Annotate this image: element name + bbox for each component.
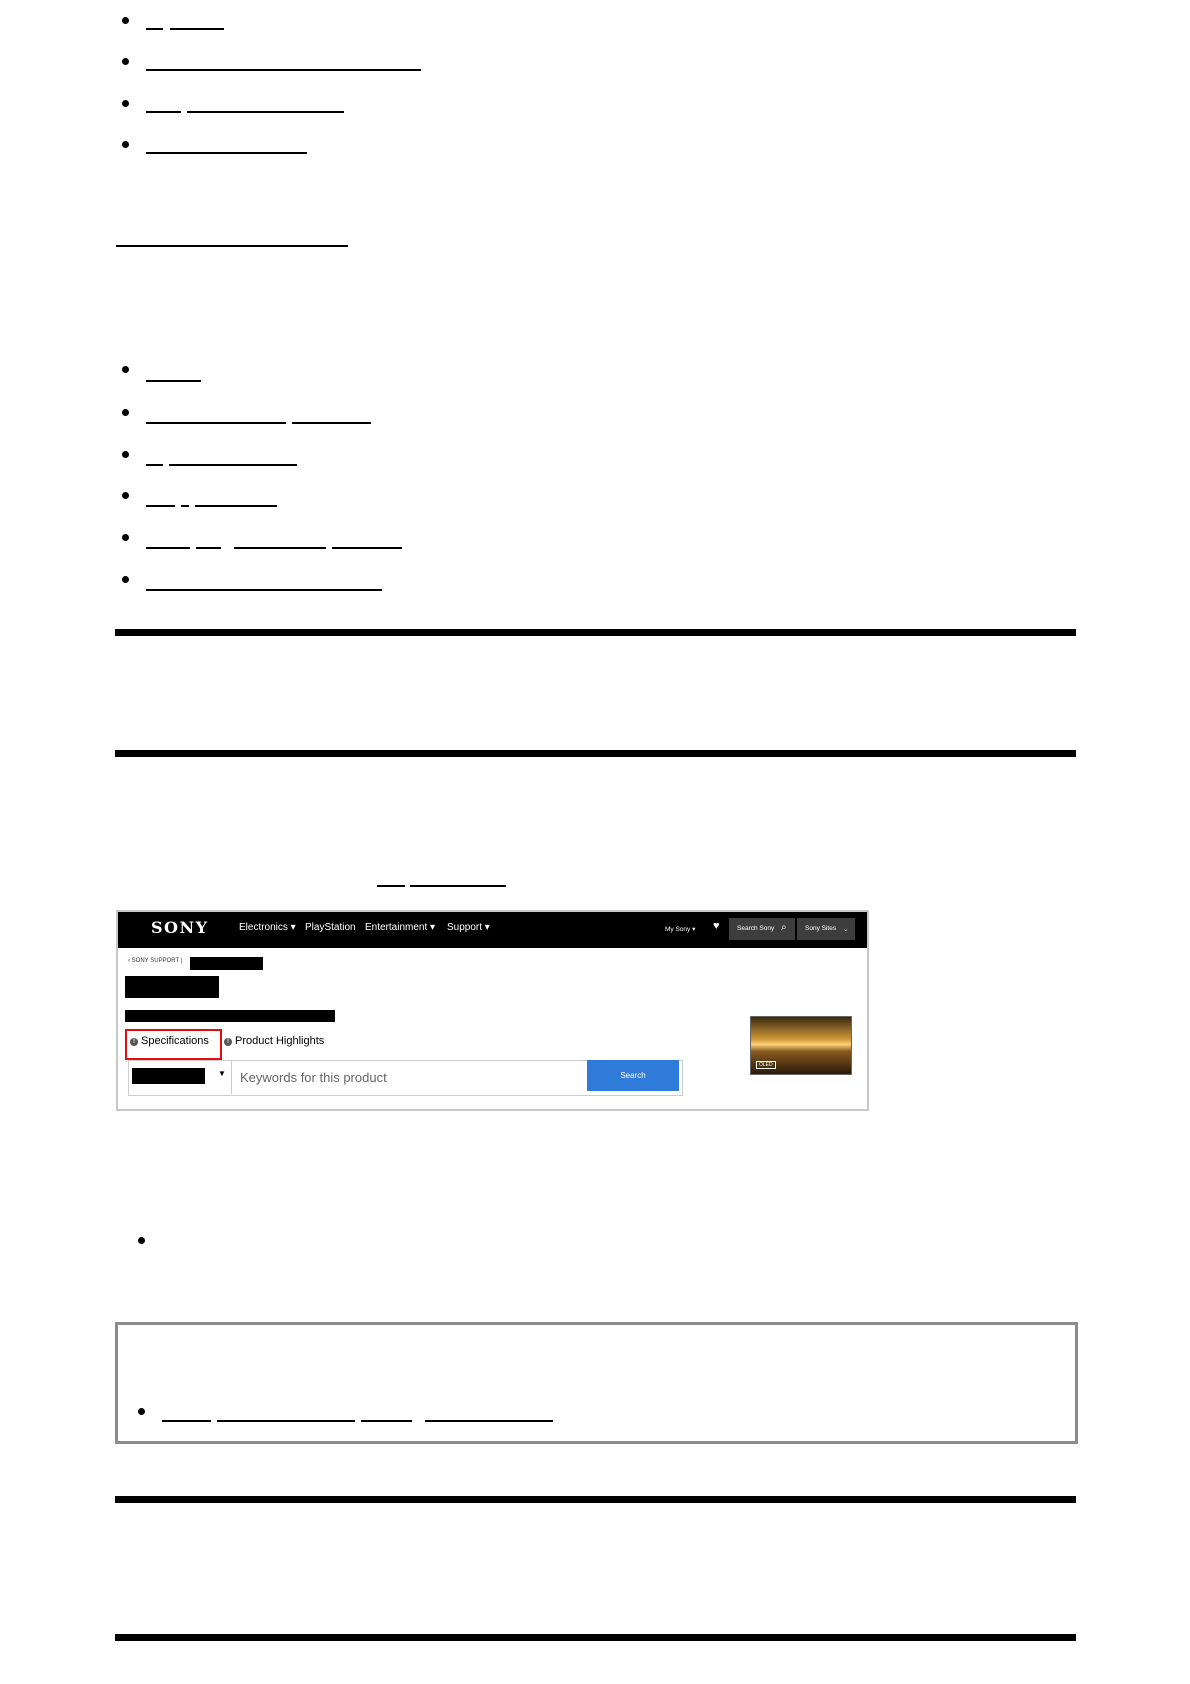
bullet (122, 58, 129, 65)
breadcrumb[interactable]: ‹ SONY SUPPORT | (128, 958, 183, 964)
section-divider (115, 1634, 1076, 1641)
redacted-breadcrumb-model (190, 957, 263, 970)
link[interactable] (162, 1420, 211, 1422)
sony-support-screenshot (116, 910, 869, 1111)
search-button[interactable]: Search (587, 1060, 679, 1091)
redacted-model-description (125, 1010, 335, 1022)
tab-product-highlights[interactable] (224, 1035, 324, 1047)
link[interactable] (234, 547, 326, 549)
search-sony-button[interactable] (729, 918, 795, 940)
link[interactable] (146, 547, 190, 549)
section-divider (115, 750, 1076, 757)
bullet (122, 576, 129, 583)
bullet (122, 366, 129, 373)
search-input[interactable]: Keywords for this product (240, 1070, 387, 1085)
sony-logo: SONY (151, 918, 209, 937)
link[interactable] (146, 422, 286, 424)
tv-product-image (750, 1016, 852, 1075)
link[interactable] (332, 547, 402, 549)
link[interactable] (425, 1420, 553, 1422)
link[interactable] (146, 464, 163, 466)
sony-sites-label: Sony Sites (805, 925, 837, 932)
nav-playstation[interactable]: PlayStation (305, 922, 356, 933)
oled-badge: OLED (756, 1061, 776, 1069)
heart-icon[interactable]: ♥ (713, 920, 720, 932)
bullet (122, 451, 129, 458)
nav-support[interactable]: Support ▾ (447, 922, 490, 933)
link[interactable] (292, 422, 371, 424)
link[interactable] (187, 111, 344, 113)
nav-entertainment[interactable]: Entertainment ▾ (365, 922, 436, 933)
bullet (122, 100, 129, 107)
section-link[interactable] (116, 245, 348, 247)
link[interactable] (146, 152, 307, 154)
nav-my-sony-label: My Sony (665, 926, 691, 933)
note-box (115, 1322, 1078, 1444)
link[interactable] (195, 505, 277, 507)
sony-nav-bar (118, 912, 867, 948)
section-divider (115, 1496, 1076, 1503)
link[interactable] (146, 69, 421, 71)
info-icon: ! (130, 1038, 138, 1046)
inline-link[interactable] (410, 885, 506, 887)
chevron-down-icon: ⌄ (843, 926, 849, 933)
link[interactable] (217, 1420, 355, 1422)
link[interactable] (169, 464, 297, 466)
nav-my-sony[interactable]: My Sony ▾ (665, 926, 696, 933)
nav-entertainment-label: Entertainment (365, 922, 428, 933)
model-select-redacted[interactable] (132, 1068, 205, 1084)
link[interactable] (361, 1420, 412, 1422)
info-icon: ! (224, 1038, 232, 1046)
tab-product-highlights-label: Product Highlights (235, 1035, 325, 1047)
section-divider (115, 629, 1076, 636)
nav-support-label: Support (447, 922, 483, 933)
bullet (122, 534, 129, 541)
link[interactable] (196, 547, 221, 549)
link[interactable] (146, 589, 382, 591)
link[interactable] (146, 28, 163, 30)
link[interactable] (146, 505, 175, 507)
bullet (138, 1408, 145, 1415)
inline-link[interactable] (377, 885, 405, 887)
search-icon: ⌕ (781, 922, 787, 933)
bullet (122, 141, 129, 148)
bullet (122, 492, 129, 499)
link[interactable] (170, 28, 224, 30)
bullet (122, 17, 129, 24)
tab-specifications[interactable] (130, 1035, 209, 1047)
sony-sites-button[interactable] (797, 918, 855, 940)
bullet (138, 1237, 145, 1244)
chevron-down-icon[interactable]: ▼ (218, 1069, 226, 1078)
link[interactable] (181, 505, 189, 507)
redacted-model-title (125, 976, 219, 998)
nav-electronics-label: Electronics (239, 922, 288, 933)
link[interactable] (146, 111, 181, 113)
bullet (122, 409, 129, 416)
select-divider (231, 1061, 232, 1094)
tab-specifications-label: Specifications (141, 1035, 209, 1047)
link[interactable] (146, 380, 201, 382)
search-sony-label: Search Sony (737, 925, 775, 932)
nav-electronics[interactable]: Electronics ▾ (239, 922, 296, 933)
